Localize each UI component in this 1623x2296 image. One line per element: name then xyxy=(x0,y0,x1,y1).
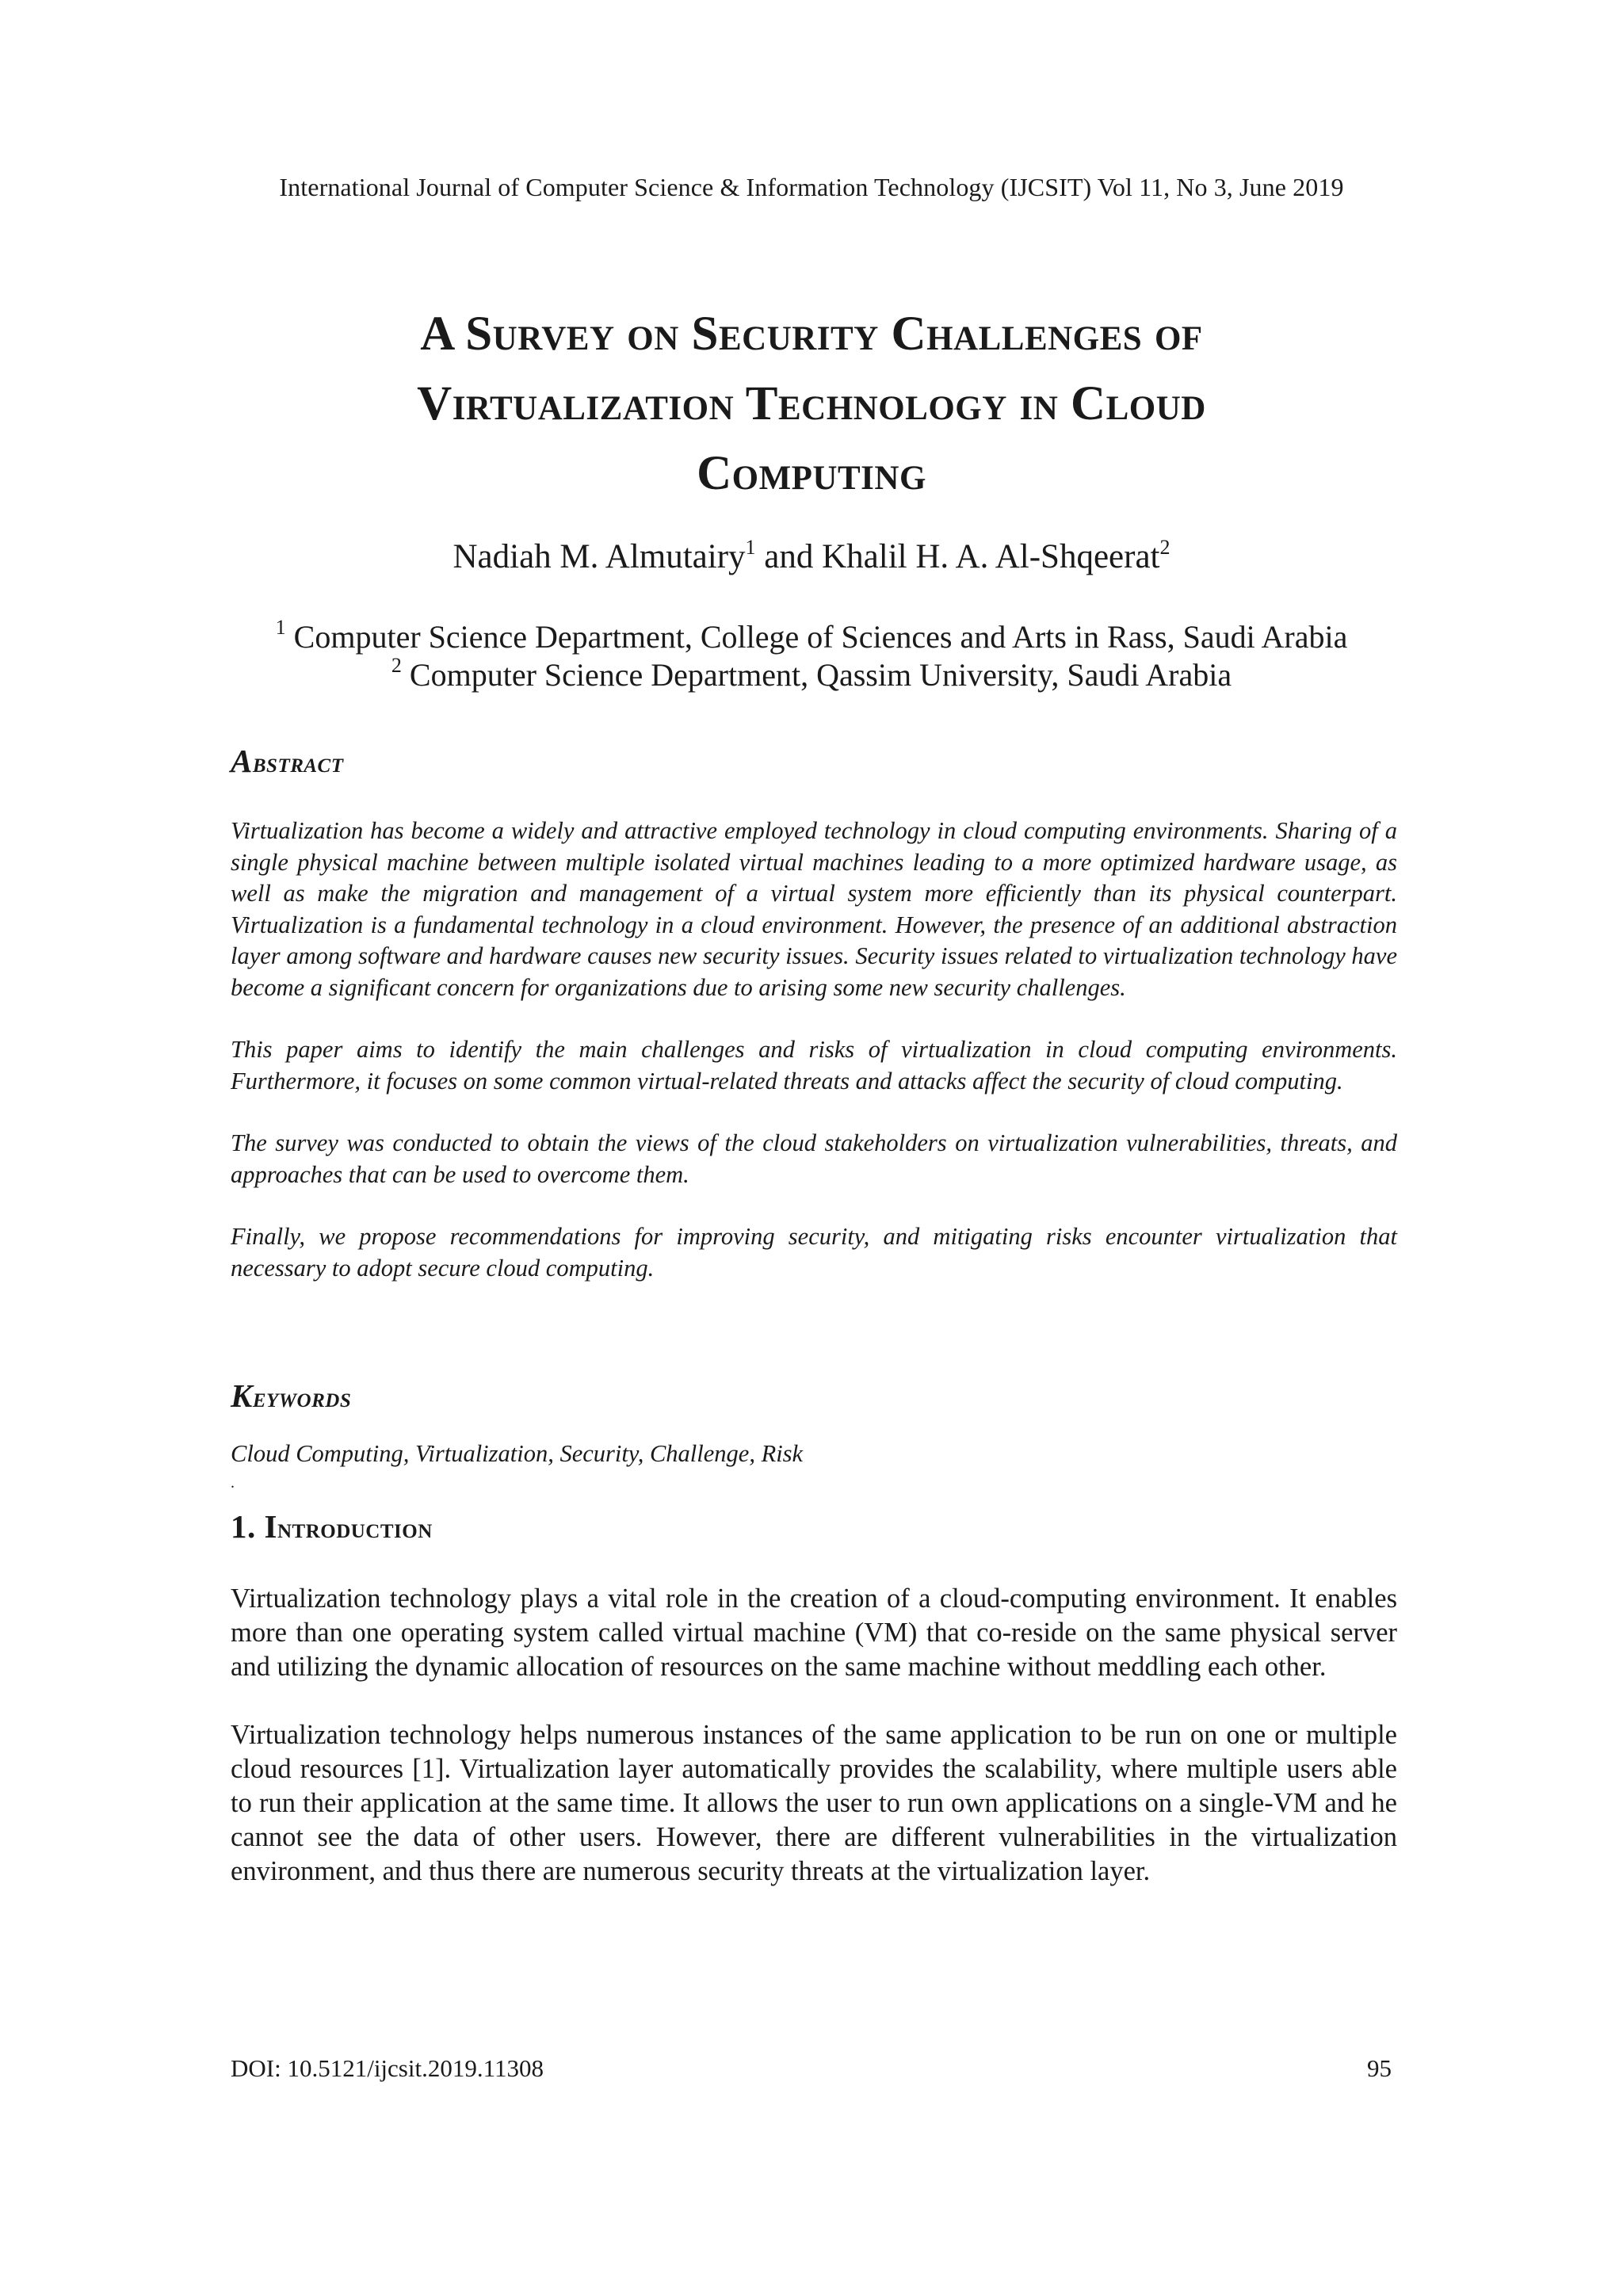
keywords-list: Cloud Computing, Virtualization, Security, Challenge, Risk xyxy=(231,1440,804,1467)
affiliations xyxy=(0,618,1623,694)
introduction-paragraph-2: Virtualization technology helps numerous instances of the same application to be run on one or multiple cloud resources [1]. Virtualization layer automatically provides the scalability, where multiple users able to run their application at the same time. It allows the user to run own applications on a single-VM and he cannot see the data of other users. However, there are different vulnerabilities in the virtualization environment, and thus there are numerous security threats at the virtualization layer. xyxy=(231,1720,1397,1886)
title-line-1: A Survey on Security Challenges of xyxy=(420,308,1203,361)
introduction-heading-rest: ntroduction xyxy=(277,1512,433,1544)
author-1-affiliation-mark: 1 xyxy=(745,536,756,559)
journal-header: International Journal of Computer Science & Information Technology (IJCSIT) Vol 11, No 3, June 2019 xyxy=(279,173,1344,201)
abstract-paragraph-3: The survey was conducted to obtain the views of the cloud stakeholders on virtualization vulnerabilities, threats, and approaches that can be used to overcome them. xyxy=(231,1129,1397,1188)
introduction-heading xyxy=(231,1507,433,1545)
abstract-heading-rest: bstract xyxy=(252,747,344,778)
abstract-paragraph-2: This paper aims to identify the main challenges and risks of virtualization in cloud computing environments. Furthermore, it focuses on some common virtual-related threats and attacks affect the security of cloud computing. xyxy=(231,1036,1397,1095)
affiliation-1 xyxy=(0,618,1623,656)
affiliation-1-text: Computer Science Department, College of Sciences and Arts in Rass, Saudi Arabia xyxy=(285,619,1348,655)
keywords-trailing-dot: . xyxy=(231,1474,235,1492)
introduction-number: 1. xyxy=(231,1508,265,1545)
keywords-heading-initial: K xyxy=(231,1377,253,1414)
author-list xyxy=(0,537,1623,576)
author-2-affiliation-mark: 2 xyxy=(1159,536,1170,559)
footer-doi: DOI: 10.5121/ijcsit.2019.11308 xyxy=(231,2054,544,2082)
affiliation-1-mark: 1 xyxy=(275,616,286,639)
introduction-heading-initial: I xyxy=(264,1508,277,1545)
keywords-heading-rest: eywords xyxy=(252,1382,352,1413)
abstract-paragraph-4: Finally, we propose recommendations for improving security, and mitigating risks encounter virtualization that necessary to adopt secure cloud computing. xyxy=(231,1223,1397,1282)
abstract-heading xyxy=(231,742,344,780)
author-conjunction: and xyxy=(755,538,823,575)
footer-page-number: 95 xyxy=(1367,2054,1392,2082)
introduction-body xyxy=(231,1582,1397,1923)
author-2: Khalil H. A. Al-Shqeerat xyxy=(822,538,1160,575)
abstract-paragraph-1: Virtualization has become a widely and attractive employed technology in cloud computing environments. Sharing of a single physical machine between multiple isolated virtual machines leading to a more optimized hardware usage, as well as make the migration and management of a virtual system more efficiently than its physical counterpart. Virtualization is a fundamental technology in a cloud environment. However, the presence of an additional abstraction layer among software and hardware causes new security issues. Security issues related to virtualization technology have become a significant concern for organizations due to arising some new security challenges. xyxy=(231,817,1397,1001)
author-1: Nadiah M. Almutairy xyxy=(453,538,746,575)
affiliation-2-text: Computer Science Department, Qassim University, Saudi Arabia xyxy=(401,657,1232,693)
keywords-heading xyxy=(231,1377,351,1415)
affiliation-2-mark: 2 xyxy=(391,654,402,677)
title-line-3: Computing xyxy=(697,447,926,500)
paper-title xyxy=(0,300,1623,509)
introduction-paragraph-1: Virtualization technology plays a vital role in the creation of a cloud-computing environment. It enables more than one operating system called virtual machine (VM) that co-reside on the same physical server and utilizing the dynamic allocation of resources on the same machine without meddling each other. xyxy=(231,1584,1397,1682)
affiliation-2 xyxy=(0,656,1623,694)
abstract-heading-initial: A xyxy=(231,743,253,779)
title-line-2: Virtualization Technology in Cloud xyxy=(417,377,1206,430)
abstract-body xyxy=(231,816,1397,1315)
